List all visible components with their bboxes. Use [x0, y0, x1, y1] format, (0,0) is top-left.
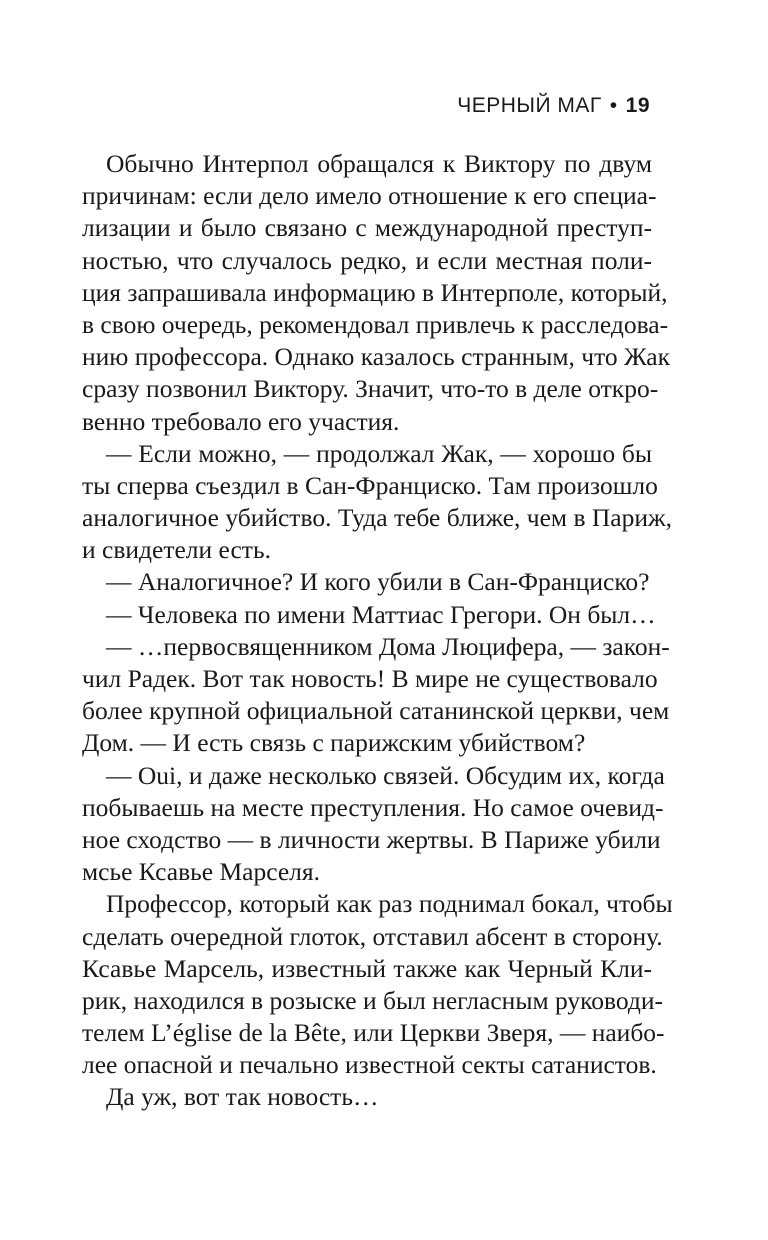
text-line: — Oui, и даже несколько связей. Обсудим их, когда	[106, 760, 665, 790]
running-header	[457, 94, 650, 118]
text-line: венно требовало его участия.	[82, 406, 400, 436]
text-line: телем L’église de la Bête, или Церкви Зверя, — наибо-	[82, 1018, 665, 1048]
text-line: Профессор, который как раз поднимал бокал, чтобы	[106, 889, 673, 919]
text-line: лее опасной и печально известной секты сатанистов.	[82, 1050, 657, 1080]
text-line: нию профессора. Однако казалось странным, что Жак	[82, 342, 670, 372]
text-line: Обычно Интерпол обращался к Виктору по двум	[106, 149, 652, 178]
text-line: ты сперва съездил в Сан-Франциско. Там произошло	[82, 470, 658, 500]
text-line: ное сходство — в личности жертвы. В Париже убили	[82, 824, 661, 854]
header-separator: •	[609, 94, 618, 117]
text-line: лизации и было связано с международной преступ-	[82, 213, 652, 243]
text-line: и свидетели есть.	[82, 535, 271, 565]
text-line: Ксавье Марсель, известный также как Черный Кли-	[82, 953, 652, 983]
text-line: ция запрашивала информацию в Интерполе, который,	[82, 277, 668, 307]
text-line: — …первосвященником Дома Люцифера, — закон-	[106, 631, 670, 661]
text-line: аналогичное убийство. Туда тебе ближе, чем в Париж,	[82, 503, 672, 533]
text-line: более крупной официальной сатанинской церкви, чем	[82, 696, 670, 726]
text-line: Дом. — И есть связь с парижским убийством?	[82, 728, 586, 758]
book-title: ЧЕРНЫЙ МАГ	[457, 94, 602, 117]
text-line: рик, находился в розыске и был негласным руководи-	[82, 985, 663, 1015]
text-line: Да уж, вот так новость…	[106, 1082, 379, 1112]
page-number: 19	[625, 94, 650, 117]
body-text	[82, 148, 673, 1114]
text-line: — Человека по имени Маттиас Грегори. Он был…	[106, 599, 656, 629]
text-line: ностью, что случалось редко, и если местная поли-	[82, 245, 652, 275]
text-line: — Если можно, — продолжал Жак, — хорошо бы	[106, 438, 652, 468]
text-line: в свою очередь, рекомендовал привлечь к расследова-	[82, 309, 669, 339]
text-line: причинам: если дело имело отношение к его специа-	[82, 181, 657, 211]
text-line: — Аналогичное? И кого убили в Сан-Франциско?	[106, 567, 650, 597]
text-line: сделать очередной глоток, отставил абсент в сторону.	[82, 921, 663, 951]
text-line: сразу позвонил Виктору. Значит, что-то в деле откро-	[82, 374, 659, 404]
text-line: побываешь на месте преступления. Но самое очевид-	[82, 792, 664, 822]
text-line: чил Радек. Вот так новость! В мире не существовало	[82, 664, 658, 693]
text-line: мсье Ксавье Марселя.	[82, 857, 320, 887]
